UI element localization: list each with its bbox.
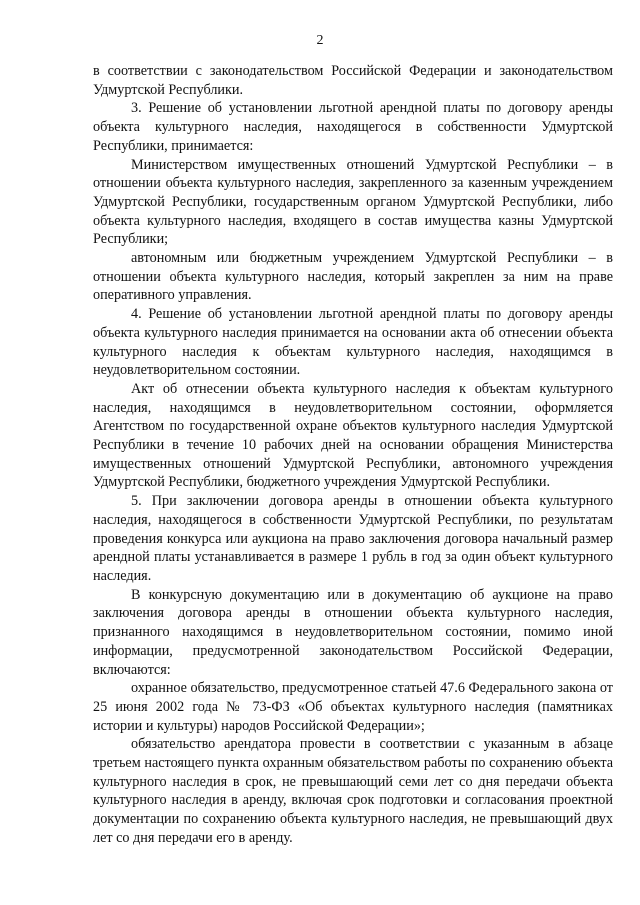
page-number: 2: [316, 33, 324, 48]
paragraph-autonomous-institution: автономным или бюджетным учреждением Удмуртской Республики – в отношении объекта культурного наследия, который закреплен за ним на праве оперативного управления.: [93, 250, 613, 304]
paragraph-ministry: Министерством имущественных отношений Удмуртской Республики – в отношении объекта культурного наследия, закрепленного за казенным учреждением Удмуртской Республики, государственным органом Удмуртской Республики, либо объекта культурного наследия, входящего в состав имущества казны Удмуртской Республики;: [93, 156, 613, 248]
paragraph-item-3: 3. Решение об установлении льготной арендной платы по договору аренды объекта культурного наследия, находящегося в собственности Удмуртской Республики, принимается:: [93, 100, 613, 154]
paragraph-protection-obligation: охранное обязательство, предусмотренное статьей 47.6 Федерального закона от 25 июня 2002 года № 73-ФЗ «Об объектах культурного наследия (памятниках истории и культуры) народов Российской Федерации»;: [93, 680, 613, 734]
paragraph-act: Акт об отнесении объекта культурного наследия к объектам культурного наследия, находящимся в неудовлетворительном состоянии, оформляется Агентством по государственной охране объектов культурного наследия Удмуртской Республики в течение 10 рабочих дней на основании обращения Министерства имущественных отношений Удмуртской Республики, автономного учреждения Удмуртской Республики, бюджетного учреждения Удмуртской Республики.: [93, 380, 613, 491]
paragraph-tenant-obligation: обязательство арендатора провести в соответствии с указанным в абзаце третьем настоящего пункта охранным обязательством работы по сохранению объекта культурного наследия в срок, не превышающий семи лет со дня передачи объекта культурного наследия в аренду, включая срок подготовки и согласования проектной документации по сохранению объекта культурного наследия, не превышающий двух лет со дня передачи его в аренду.: [93, 736, 613, 846]
paragraph-item-4: 4. Решение об установлении льготной арендной платы по договору аренды объекта культурного наследия принимается на основании акта об отнесении объекта культурного наследия к объектам культурного наследия, находящимся в неудовлетворительном состоянии.: [93, 306, 613, 379]
document-body: [93, 62, 613, 848]
paragraph-continuation: в соответствии с законодательством Российской Федерации и законодательством Удмуртской Республики.: [93, 63, 613, 98]
paragraph-tender-documentation: В конкурсную документацию или в документацию об аукционе на право заключения договора аренды в отношении объекта культурного наследия, признанного находящимся в неудовлетворительном состоянии, помимо иной информации, предусмотренной законодательством Российской Федерации, включаются:: [93, 586, 613, 678]
paragraph-item-5: 5. При заключении договора аренды в отношении объекта культурного наследия, находящегося в собственности Удмуртской Республики, по результатам проведения конкурса или аукциона на право заключения договора начальный размер арендной платы устанавливается в размере 1 рубль в год за один объект культурного наследия.: [93, 493, 613, 584]
